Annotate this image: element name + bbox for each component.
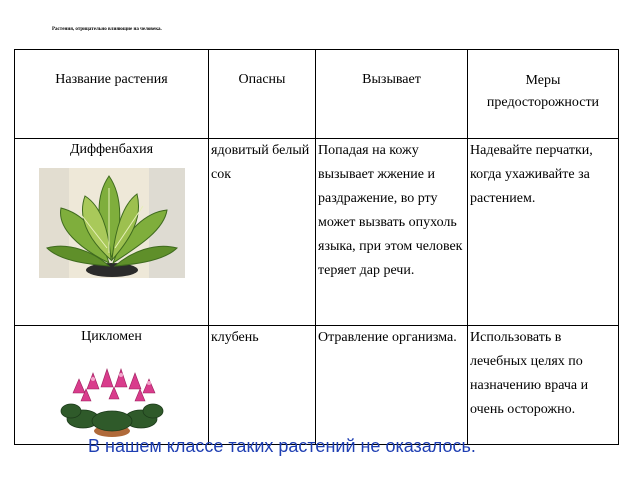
footer-note: В нашем классе таких растений не оказалось. xyxy=(88,436,476,456)
cyclamen-plant-photo xyxy=(53,363,171,437)
danger-text: клубень xyxy=(211,330,259,345)
precautions-cell xyxy=(468,326,619,445)
danger-text: ядовитый белый сок xyxy=(211,143,310,182)
plant-name: Цикломен xyxy=(81,329,142,344)
header-plant-name: Название растения xyxy=(15,50,209,139)
danger-cell xyxy=(209,326,316,445)
danger-cell xyxy=(209,139,316,326)
header-causes: Вызывает xyxy=(316,50,468,139)
table-row xyxy=(15,326,619,445)
page-title: Растения, отрицательно влияющие на человека. xyxy=(52,27,162,32)
causes-text: Попадая на кожу вызывает жжение и раздражение, во рту может вызвать опухоль языка, при этом человек теряет дар речи. xyxy=(318,143,463,278)
dieffenbachia-plant-photo xyxy=(39,168,185,278)
plant-cell xyxy=(15,139,209,326)
table-row xyxy=(15,139,619,326)
header-precautions: Меры предосторожности xyxy=(468,50,619,139)
plant-name: Диффенбахия xyxy=(69,142,154,157)
causes-text: Отравление организма. xyxy=(318,330,457,345)
causes-cell xyxy=(316,139,468,326)
causes-cell xyxy=(316,326,468,445)
precautions-cell xyxy=(468,139,619,326)
precautions-text: Использовать в лечебных целях по назначению врача и очень осторожно. xyxy=(470,330,589,417)
plant-cell xyxy=(15,326,209,445)
plants-table xyxy=(14,49,619,445)
precautions-text: Надевайте перчатки, когда ухаживайте за растением. xyxy=(470,143,593,206)
header-danger: Опасны xyxy=(209,50,316,139)
table-header-row xyxy=(15,50,619,139)
